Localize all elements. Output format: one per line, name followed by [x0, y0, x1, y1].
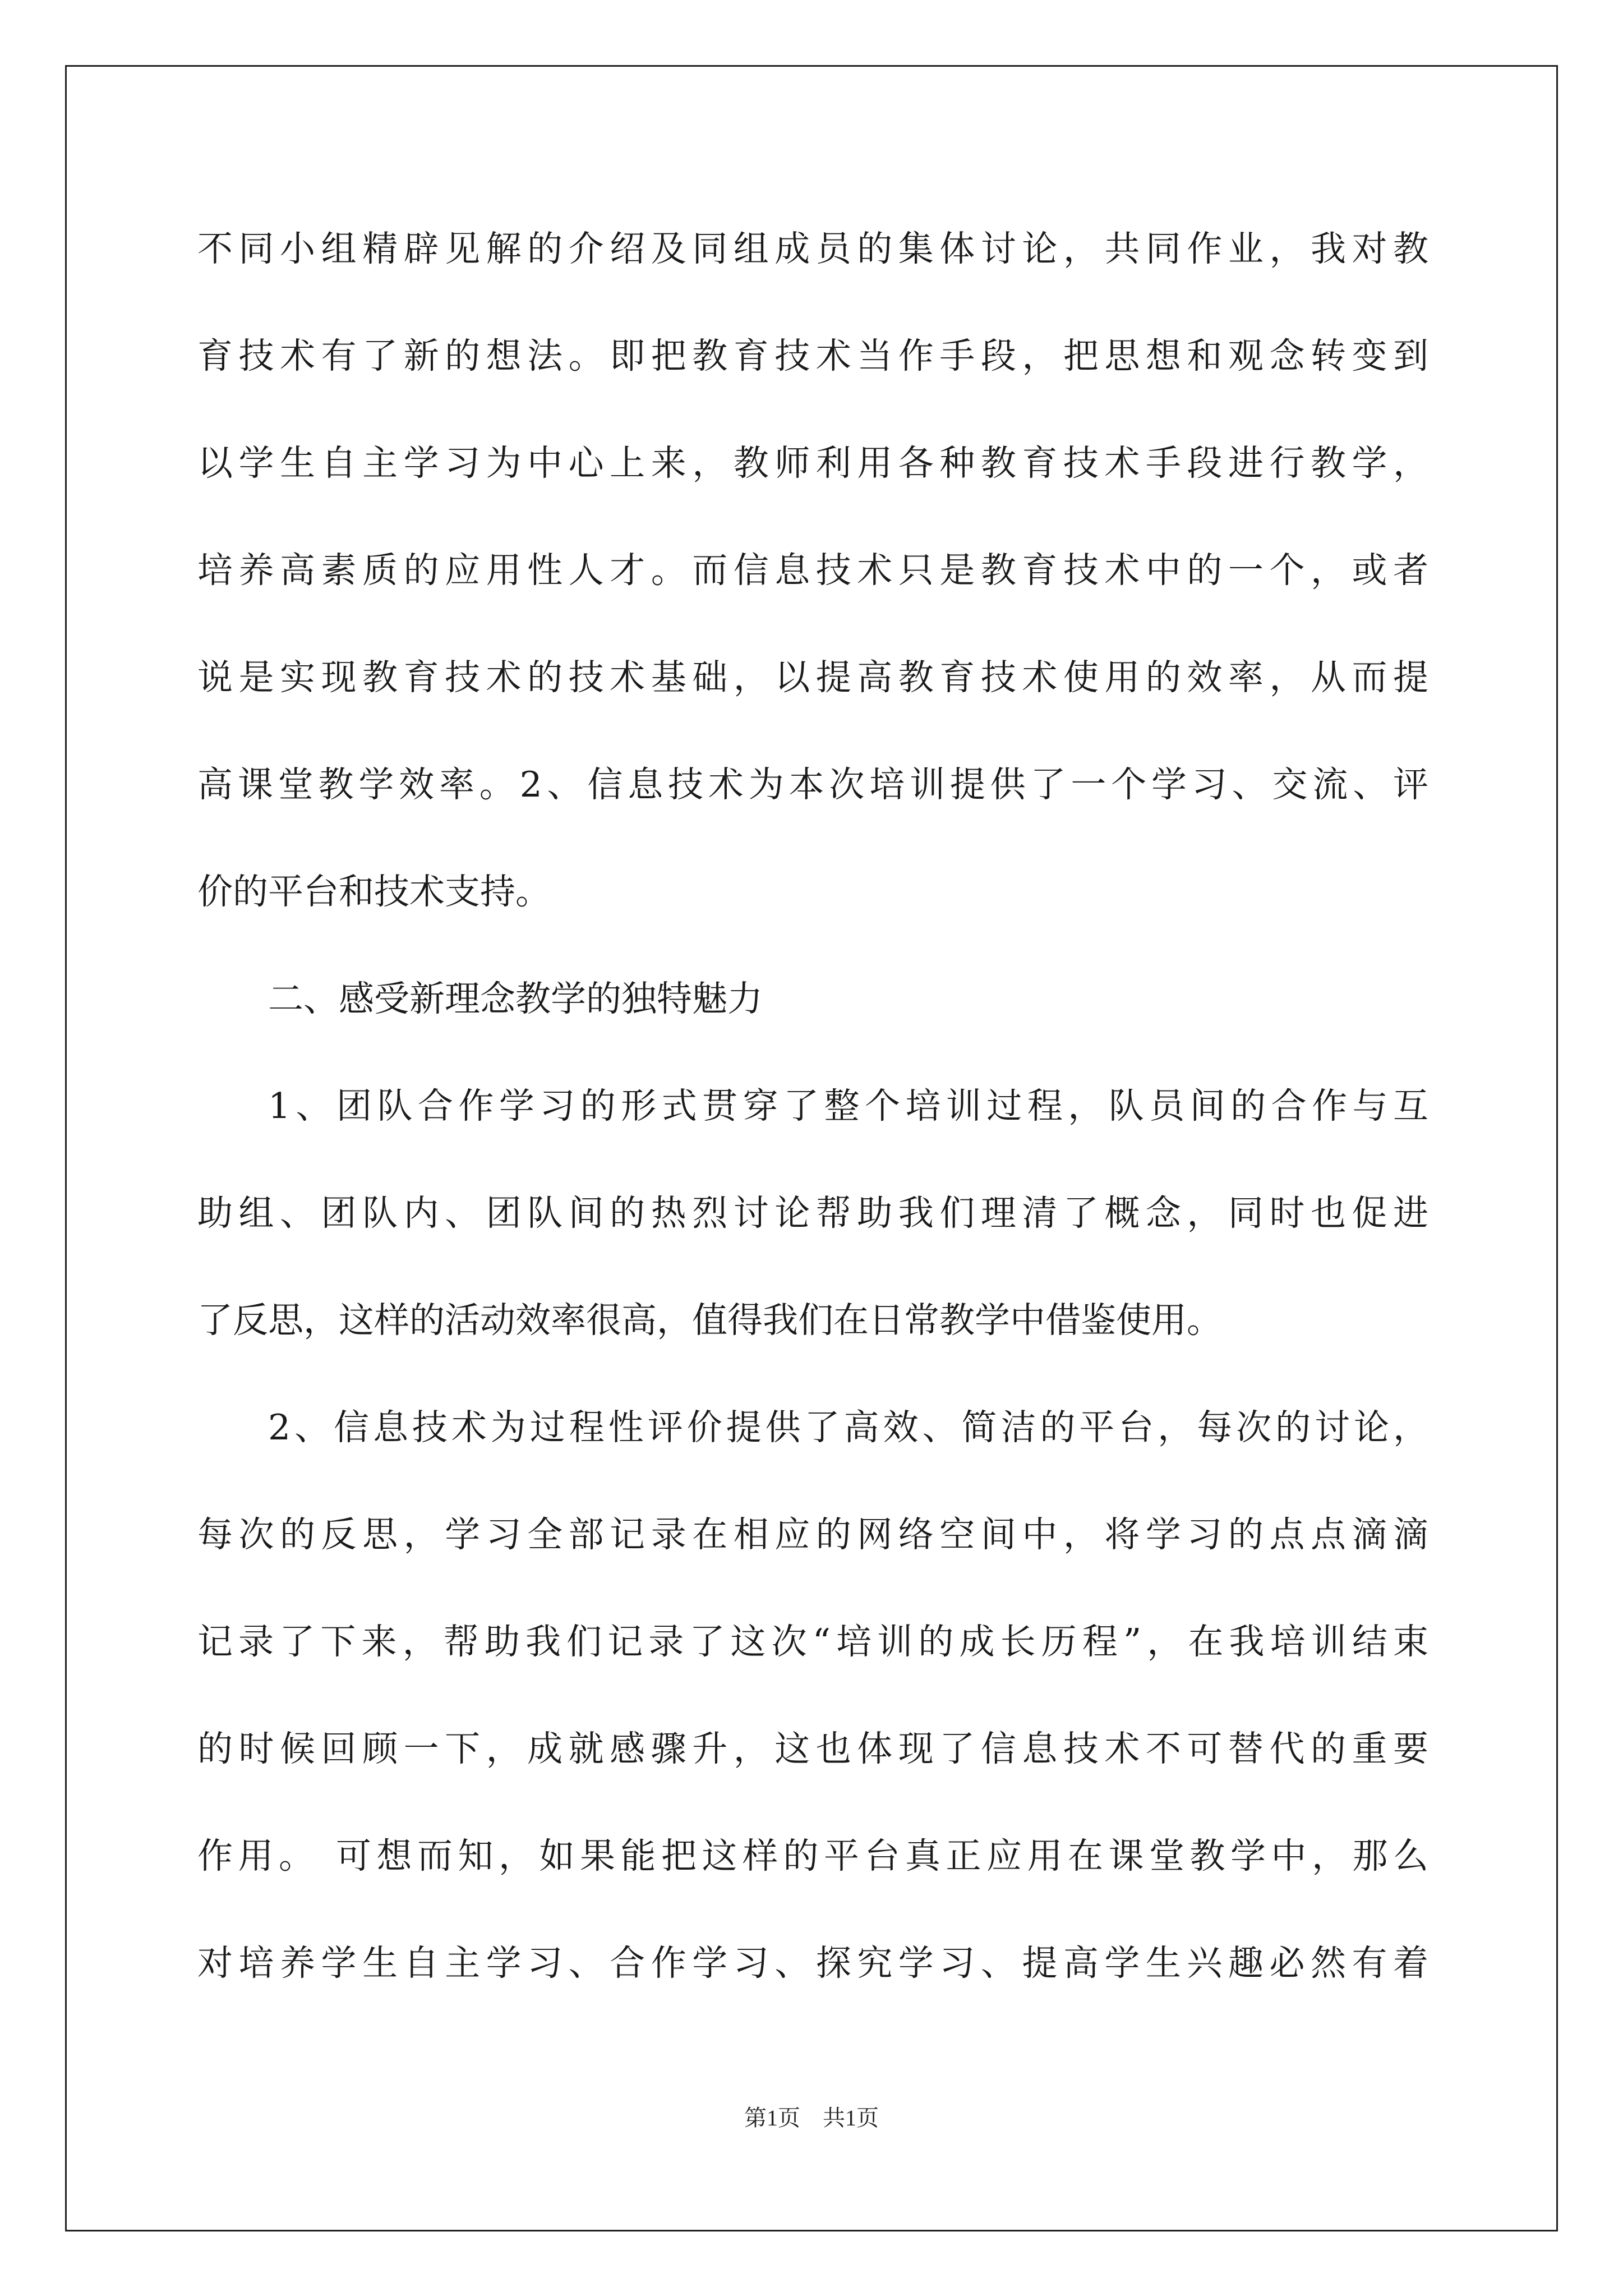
text-line: 育技术有了新的想法。即把教育技术当作手段，把思想和观念转变到 [197, 335, 1428, 376]
text-line: 了反思，这样的活动效率很高，值得我们在日常教学中借鉴使用。 [197, 1300, 1222, 1341]
text-line: 2、信息技术为过程性评价提供了高效、简洁的平台，每次的讨论， [268, 1407, 1428, 1448]
text-line: 助组、团队内、团队间的热烈讨论帮助我们理清了概念，同时也促进 [197, 1193, 1428, 1234]
document-body [197, 209, 1428, 2030]
section-heading: 二、感受新理念教学的独特魅力 [268, 978, 763, 1019]
text-line: 对培养学生自主学习、合作学习、探究学习、提高学生兴趣必然有着 [197, 1943, 1428, 1984]
text-line: 1、团队合作学习的形式贯穿了整个培训过程，队员间的合作与互 [268, 1085, 1428, 1126]
text-line: 不同小组精辟见解的介绍及同组成员的集体讨论，共同作业，我对教 [197, 228, 1428, 269]
text-line: 以学生自主学习为中心上来，教师利用各种教育技术手段进行教学， [197, 443, 1428, 484]
text-line: 价的平台和技术支持。 [197, 871, 551, 912]
text-line: 记录了下来，帮助我们记录了这次“培训的成长历程”，在我培训结束 [197, 1621, 1428, 1662]
text-line: 培养高素质的应用性人才。而信息技术只是教育技术中的一个，或者 [197, 550, 1428, 591]
text-line: 高课堂教学效率。2、信息技术为本次培训提供了一个学习、交流、评 [197, 764, 1428, 805]
text-line: 作用。 可想而知，如果能把这样的平台真正应用在课堂教学中，那么 [197, 1835, 1428, 1876]
text-line: 说是实现教育技术的技术基础，以提高教育技术使用的效率，从而提 [197, 657, 1428, 698]
text-line: 每次的反思，学习全部记录在相应的网络空间中，将学习的点点滴滴 [197, 1514, 1428, 1555]
page-footer: 第1页 共1页 [744, 2105, 879, 2131]
text-line: 的时候回顾一下，成就感骤升，这也体现了信息技术不可替代的重要 [197, 1728, 1428, 1769]
